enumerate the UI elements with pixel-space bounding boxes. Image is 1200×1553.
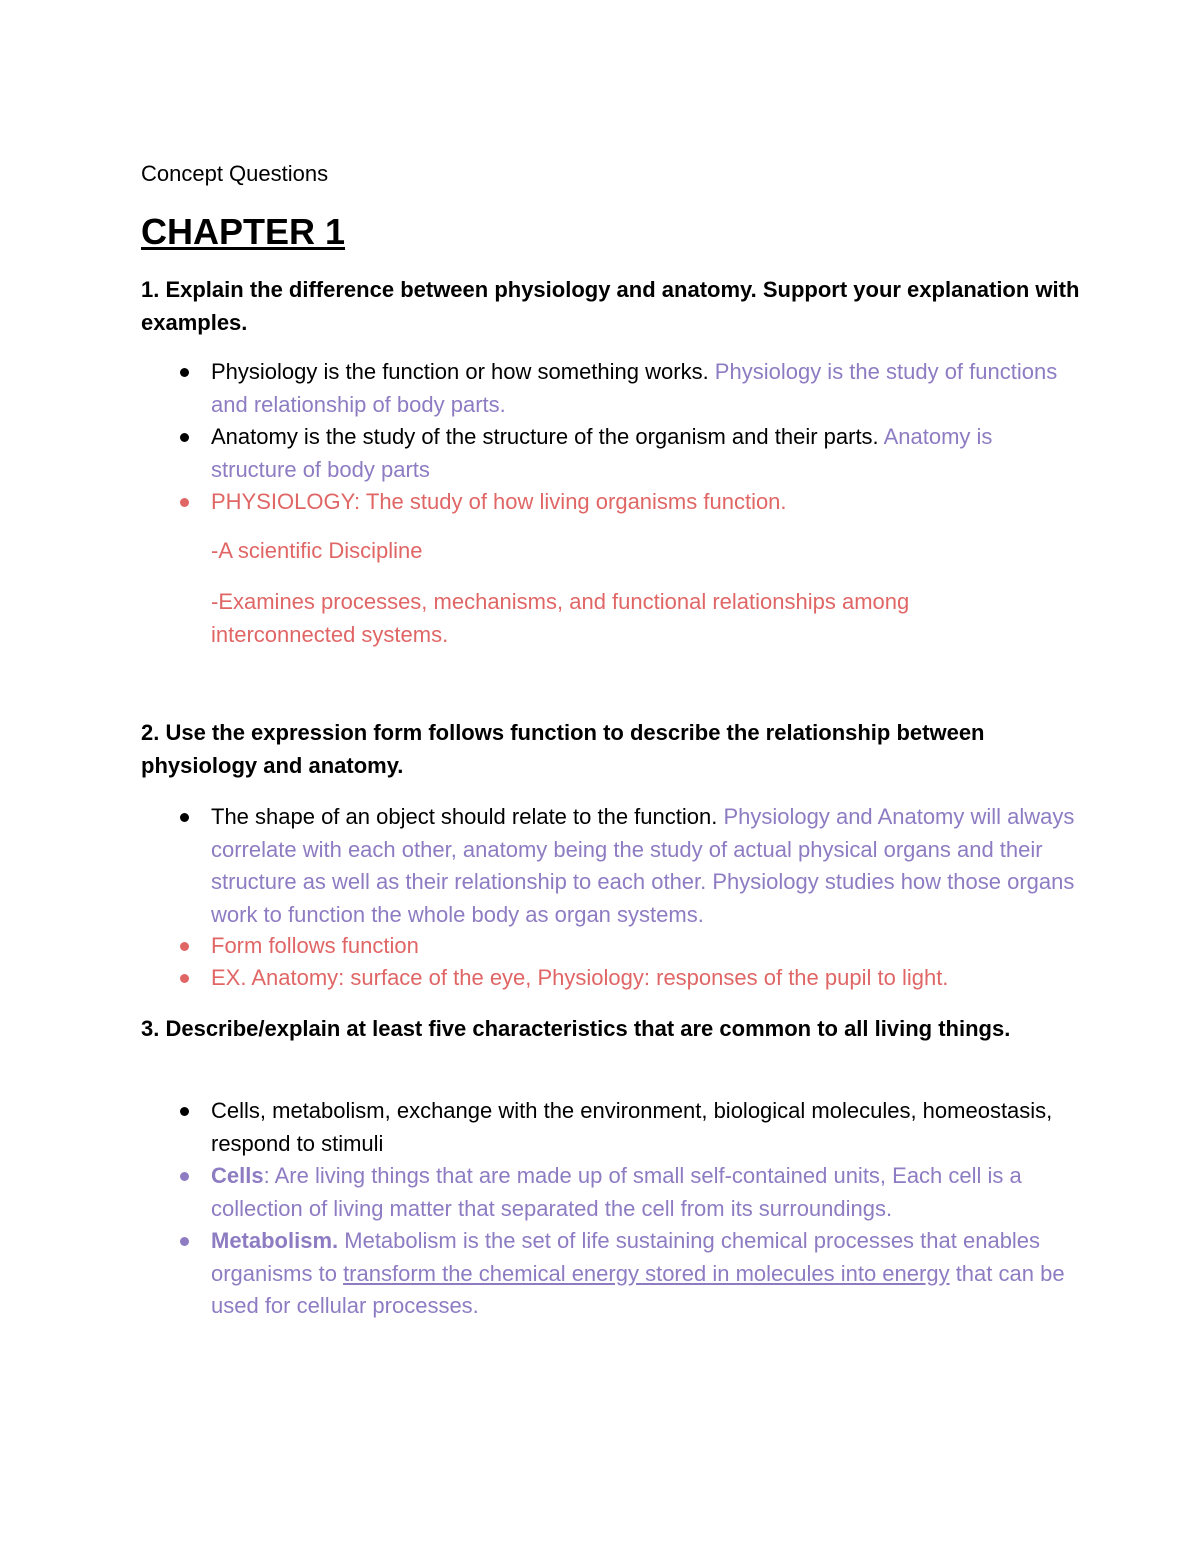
bullet-dot-icon: [180, 942, 189, 951]
q2-bullet-1-black: The shape of an object should relate to the function.: [211, 804, 718, 829]
q3-bullet-1-text: Cells, metabolism, exchange with the environment, biological molecules, homeostasis, respond to stimuli: [211, 1098, 1053, 1156]
q1-bullet-2-purple: Anatomy is structure of body parts: [211, 424, 993, 482]
q1-subline-2a: -Examines processes, mechanisms, and functional relationships among: [211, 589, 910, 614]
question-3: 3. Describe/explain at least five characteristics that are common to all living things.: [141, 1016, 1011, 1041]
q1-bullet-2-black: Anatomy is the study of the structure of the organism and their parts.: [211, 424, 879, 449]
q2-bullet-3-text: EX. Anatomy: surface of the eye, Physiology: responses of the pupil to light.: [211, 965, 949, 990]
q3-bullet-3-post: that can be used for cellular processes.: [211, 1260, 1065, 1318]
bullet-dot-icon: [180, 1172, 189, 1181]
document-label: Concept Questions: [141, 161, 329, 186]
q3-bullet-3-term: Metabolism.: [211, 1228, 339, 1253]
bullet-dot-icon: [180, 1107, 189, 1116]
q1-bullet-1-black: Physiology is the function or how something works.: [211, 359, 709, 384]
bullet-dot-icon: [180, 974, 189, 983]
q1-bullet-2-text: [211, 421, 1081, 486]
q1-bullet-3-text: PHYSIOLOGY: The study of how living organisms function.: [211, 489, 787, 514]
q3-bullet-3-link: transform the chemical energy stored in molecules into energy: [343, 1260, 950, 1286]
q2-bullet-1-purple: Physiology and Anatomy will always correlate with each other, anatomy being the study of actual physical organs and their structure as well as their relationship to each other. Physiology studies how those organs work to function the whole body as organ systems.: [211, 804, 1075, 927]
question-2: 2. Use the expression form follows function to describe the relationship between physiology and anatomy.: [141, 720, 985, 778]
q3-bullet-3-text: [211, 1225, 1081, 1323]
q1-bullet-1-purple: Physiology is the study of functions and relationship of body parts.: [211, 359, 1058, 417]
q2-bullet-1-text: [211, 801, 1081, 931]
bullet-dot-icon: [180, 1237, 189, 1246]
bullet-dot-icon: [180, 813, 189, 822]
q1-bullet-1-text: [211, 356, 1081, 421]
q3-bullet-2-term: Cells: [211, 1163, 264, 1188]
q2-bullet-2-text: Form follows function: [211, 933, 419, 958]
q3-bullet-2-text: [211, 1160, 1081, 1225]
q1-subline-1: -A scientific Discipline: [211, 538, 423, 563]
bullet-dot-icon: [180, 368, 189, 377]
q3-bullet-3-pre: Metabolism is the set of life sustaining chemical processes that enables organisms to: [211, 1228, 1041, 1286]
q3-bullet-2-rest: : Are living things that are made up of small self-contained units, Each cell is a collection of living matter that separated the cell from its surroundings.: [211, 1163, 1022, 1221]
bullet-dot-icon: [180, 498, 189, 507]
bullet-dot-icon: [180, 433, 189, 442]
q1-subline-2b: interconnected systems.: [211, 622, 449, 647]
chapter-heading: CHAPTER 1: [141, 211, 346, 252]
question-1: 1. Explain the difference between physiology and anatomy. Support your explanation with examples.: [141, 277, 1080, 335]
